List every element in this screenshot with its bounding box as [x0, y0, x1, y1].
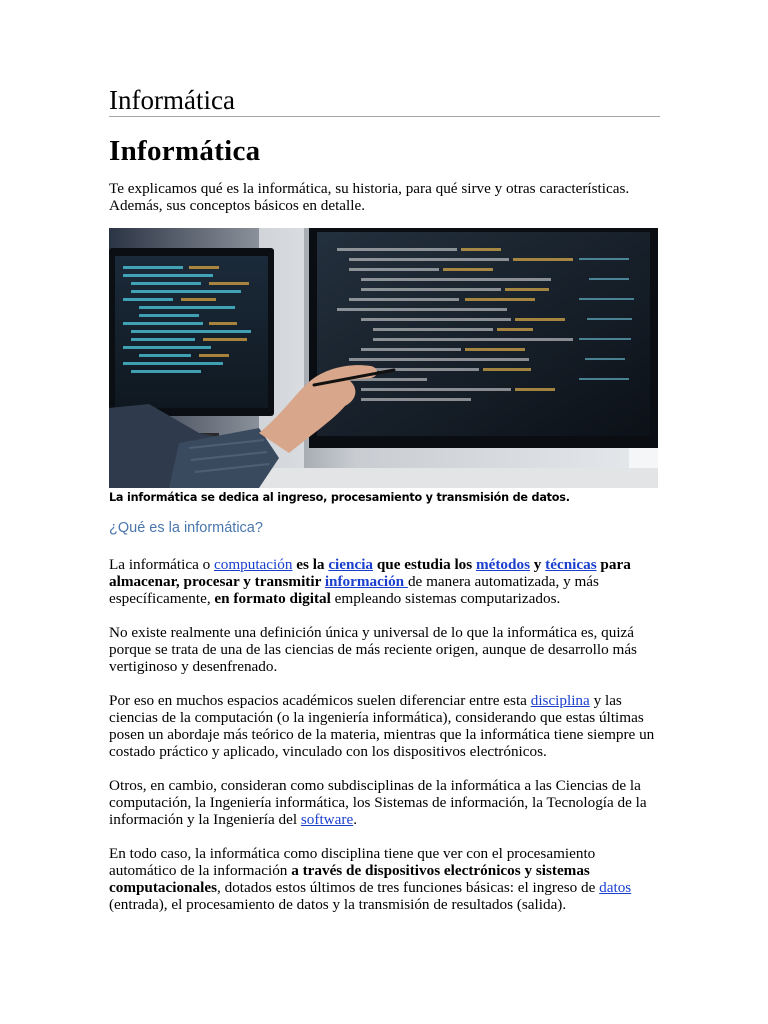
article-heading: Informática [109, 135, 261, 167]
document-title: Informática [109, 85, 235, 115]
p4-text-2: . [353, 811, 357, 828]
p1-text-1: La informática o [109, 556, 214, 573]
p5-text-1: En todo caso, la informática como disciplina tiene que ver con el procesamiento automático de la información [109, 845, 596, 879]
paragraph-4 [109, 777, 661, 828]
paragraph-2: No existe realmente una definición única y universal de lo que la informática es, quizá porque se trata de una de las ciencias de más reciente origen, aunque de desarrollo más vertiginoso y desenfrenado. [109, 624, 637, 675]
document-body [109, 84, 661, 913]
p1-text-4: empleando sistemas computarizados. [330, 590, 561, 607]
paragraph-5 [109, 845, 661, 913]
p3-text-2: y las ciencias de la computación (o la ingeniería informática), considerando que estas últimas posen un abordaje más teórico de la materia, mientras que la informática tiene siempre un costado práctico y aplicado, vinculado con los dispositivos electrónicos. [109, 692, 655, 760]
title-divider [109, 116, 660, 117]
programmer-monitors-illustration [109, 228, 658, 488]
link-ciencia[interactable]: ciencia [328, 556, 374, 573]
p1-bold-1: es la [296, 556, 329, 573]
intro-paragraph: Te explicamos qué es la informática, su historia, para qué sirve y otras características. Además, sus conceptos básicos en detalle. [109, 180, 630, 214]
link-metodos[interactable]: métodos [475, 556, 530, 573]
p1-bold-3: y [529, 556, 546, 573]
paragraph-1 [109, 556, 661, 607]
p3-text-1: Por eso en muchos espacios académicos suelen diferenciar entre esta [109, 692, 531, 709]
link-datos[interactable]: datos [599, 879, 632, 896]
link-software[interactable]: software [300, 811, 354, 828]
link-tecnicas[interactable]: técnicas [545, 556, 597, 573]
p5-text-3: (entrada), el procesamiento de datos y la transmisión de resultados (salida). [109, 896, 567, 913]
p1-bold-2: que estudia los [373, 556, 476, 573]
p1-bold-5: en formato digital [214, 590, 331, 607]
p5-bold-1: a través de dispositivos electrónicos y sistemas computacionales [109, 862, 590, 896]
link-disciplina[interactable]: disciplina [530, 692, 590, 709]
p5-text-2: , dotados estos últimos de tres funciones básicas: el ingreso de [217, 879, 600, 896]
link-informacion[interactable]: información [324, 573, 408, 590]
p4-text-1: Otros, en cambio, consideran como subdisciplinas de la informática a las Ciencias de la computación, la Ingeniería informática, los Sistemas de información, la Tecnología de la información y la Ingeniería del [109, 777, 647, 828]
p1-bold-4: para almacenar, procesar y transmitir [109, 556, 631, 590]
image-caption: La informática se dedica al ingreso, procesamiento y transmisión de datos. [109, 491, 570, 504]
paragraph-3 [109, 692, 661, 760]
section-heading: ¿Qué es la informática? [109, 520, 263, 536]
link-computacion[interactable]: computación [214, 556, 293, 573]
p1-text-3: de manera automatizada, y más específicamente, [109, 573, 599, 607]
hero-image [109, 228, 658, 488]
